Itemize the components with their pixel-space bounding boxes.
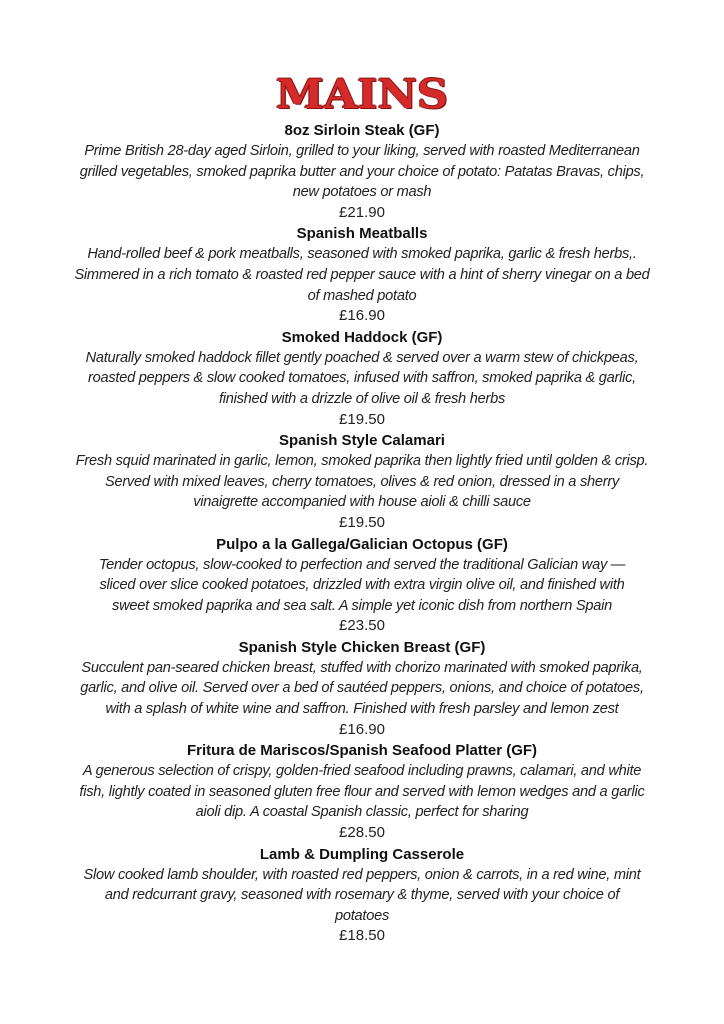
item-description-line: grilled vegetables, smoked paprika butter and your choice of potato: Patatas Bravas, chips, xyxy=(79,163,645,180)
item-description-line: Naturally smoked haddock fillet gently poached & served over a warm stew of chickpeas, xyxy=(85,349,639,366)
item-name: Spanish Style Calamari xyxy=(279,432,445,450)
item-price: £23.50 xyxy=(339,617,385,635)
menu-item xyxy=(40,223,684,326)
item-price: £21.90 xyxy=(339,203,385,221)
item-price: £16.90 xyxy=(339,720,385,738)
item-description-line: Simmered in a rich tomato & roasted red pepper sauce with a hint of sherry vinegar on a bed xyxy=(74,266,650,283)
item-name: Spanish Meatballs xyxy=(296,225,428,243)
item-description-line: new potatoes or mash xyxy=(292,184,432,201)
section-title: MAINS xyxy=(275,71,449,118)
menu-item xyxy=(40,430,684,533)
item-price: £19.50 xyxy=(339,513,385,531)
item-name: Spanish Style Chicken Breast (GF) xyxy=(238,638,486,656)
item-description-line: Slow cooked lamb shoulder, with roasted red peppers, onion & carrots, in a red wine, mint xyxy=(83,866,641,883)
item-description-line: Fresh squid marinated in garlic, lemon, smoked paprika then lightly fried until golden & crisp. xyxy=(75,453,649,470)
item-description-line: potatoes xyxy=(335,907,389,924)
item-description-line: fish, lightly coated in seasoned gluten free flour and served with lemon wedges and a garlic xyxy=(79,783,645,800)
item-description-line: and redcurrant gravy, seasoned with rosemary & thyme, served with your choice of xyxy=(104,887,620,904)
item-description-line: of mashed potato xyxy=(307,287,417,304)
item-name: Lamb & Dumpling Casserole xyxy=(259,845,465,863)
item-description-line: with a splash of white wine and saffron. Finished with fresh parsley and lemon zest xyxy=(105,701,619,718)
item-description-line: vinaigrette accompanied with house aioli & chilli sauce xyxy=(193,494,531,511)
item-description-line: sliced over slice cooked potatoes, drizzled with extra virgin olive oil, and finished with xyxy=(99,577,625,594)
item-name: Fritura de Mariscos/Spanish Seafood Platter (GF) xyxy=(186,742,538,760)
item-description-line: finished with a drizzle of olive oil & fresh herbs xyxy=(218,390,505,407)
item-description-line: aioli dip. A coastal Spanish classic, perfect for sharing xyxy=(195,804,529,821)
item-description-line: sweet smoked paprika and sea salt. A simple yet iconic dish from northern Spain xyxy=(112,597,612,614)
item-description-line: Succulent pan-seared chicken breast, stuffed with chorizo marinated with smoked paprika, xyxy=(81,659,643,676)
item-name: Smoked Haddock (GF) xyxy=(281,328,443,346)
item-price: £28.50 xyxy=(339,824,385,842)
item-description-line: garlic, and olive oil. Served over a bed of sautéed peppers, onions, and choice of potatoes, xyxy=(80,680,644,697)
item-description-line: roasted peppers & slow cooked tomatoes, infused with saffron, smoked paprika & garlic, xyxy=(88,370,636,387)
item-price: £16.90 xyxy=(339,307,385,325)
menu-item xyxy=(40,637,684,740)
item-price: £19.50 xyxy=(339,410,385,428)
item-description-line: Hand-rolled beef & pork meatballs, seasoned with smoked paprika, garlic & fresh herbs,. xyxy=(87,246,637,263)
item-price: £18.50 xyxy=(339,927,385,945)
menu-item xyxy=(40,844,684,947)
item-description-line: Prime British 28-day aged Sirloin, grilled to your liking, served with roasted Mediterranean xyxy=(84,143,640,159)
menu-item xyxy=(40,120,684,223)
item-name: 8oz Sirloin Steak (GF) xyxy=(284,122,440,139)
menu-item xyxy=(40,740,684,843)
menu-list xyxy=(40,120,684,947)
item-name: Pulpo a la Gallega/Galician Octopus (GF) xyxy=(216,535,508,553)
item-description-line: Served with mixed leaves, cherry tomatoes, olives & red onion, dressed in a sherry xyxy=(104,473,620,490)
item-description-line: A generous selection of crispy, golden-fried seafood including prawns, calamari, and white xyxy=(82,763,642,780)
menu-item xyxy=(40,327,684,430)
item-description-line: Tender octopus, slow-cooked to perfection and served the traditional Galician way — xyxy=(98,556,626,573)
menu-item xyxy=(40,534,684,637)
